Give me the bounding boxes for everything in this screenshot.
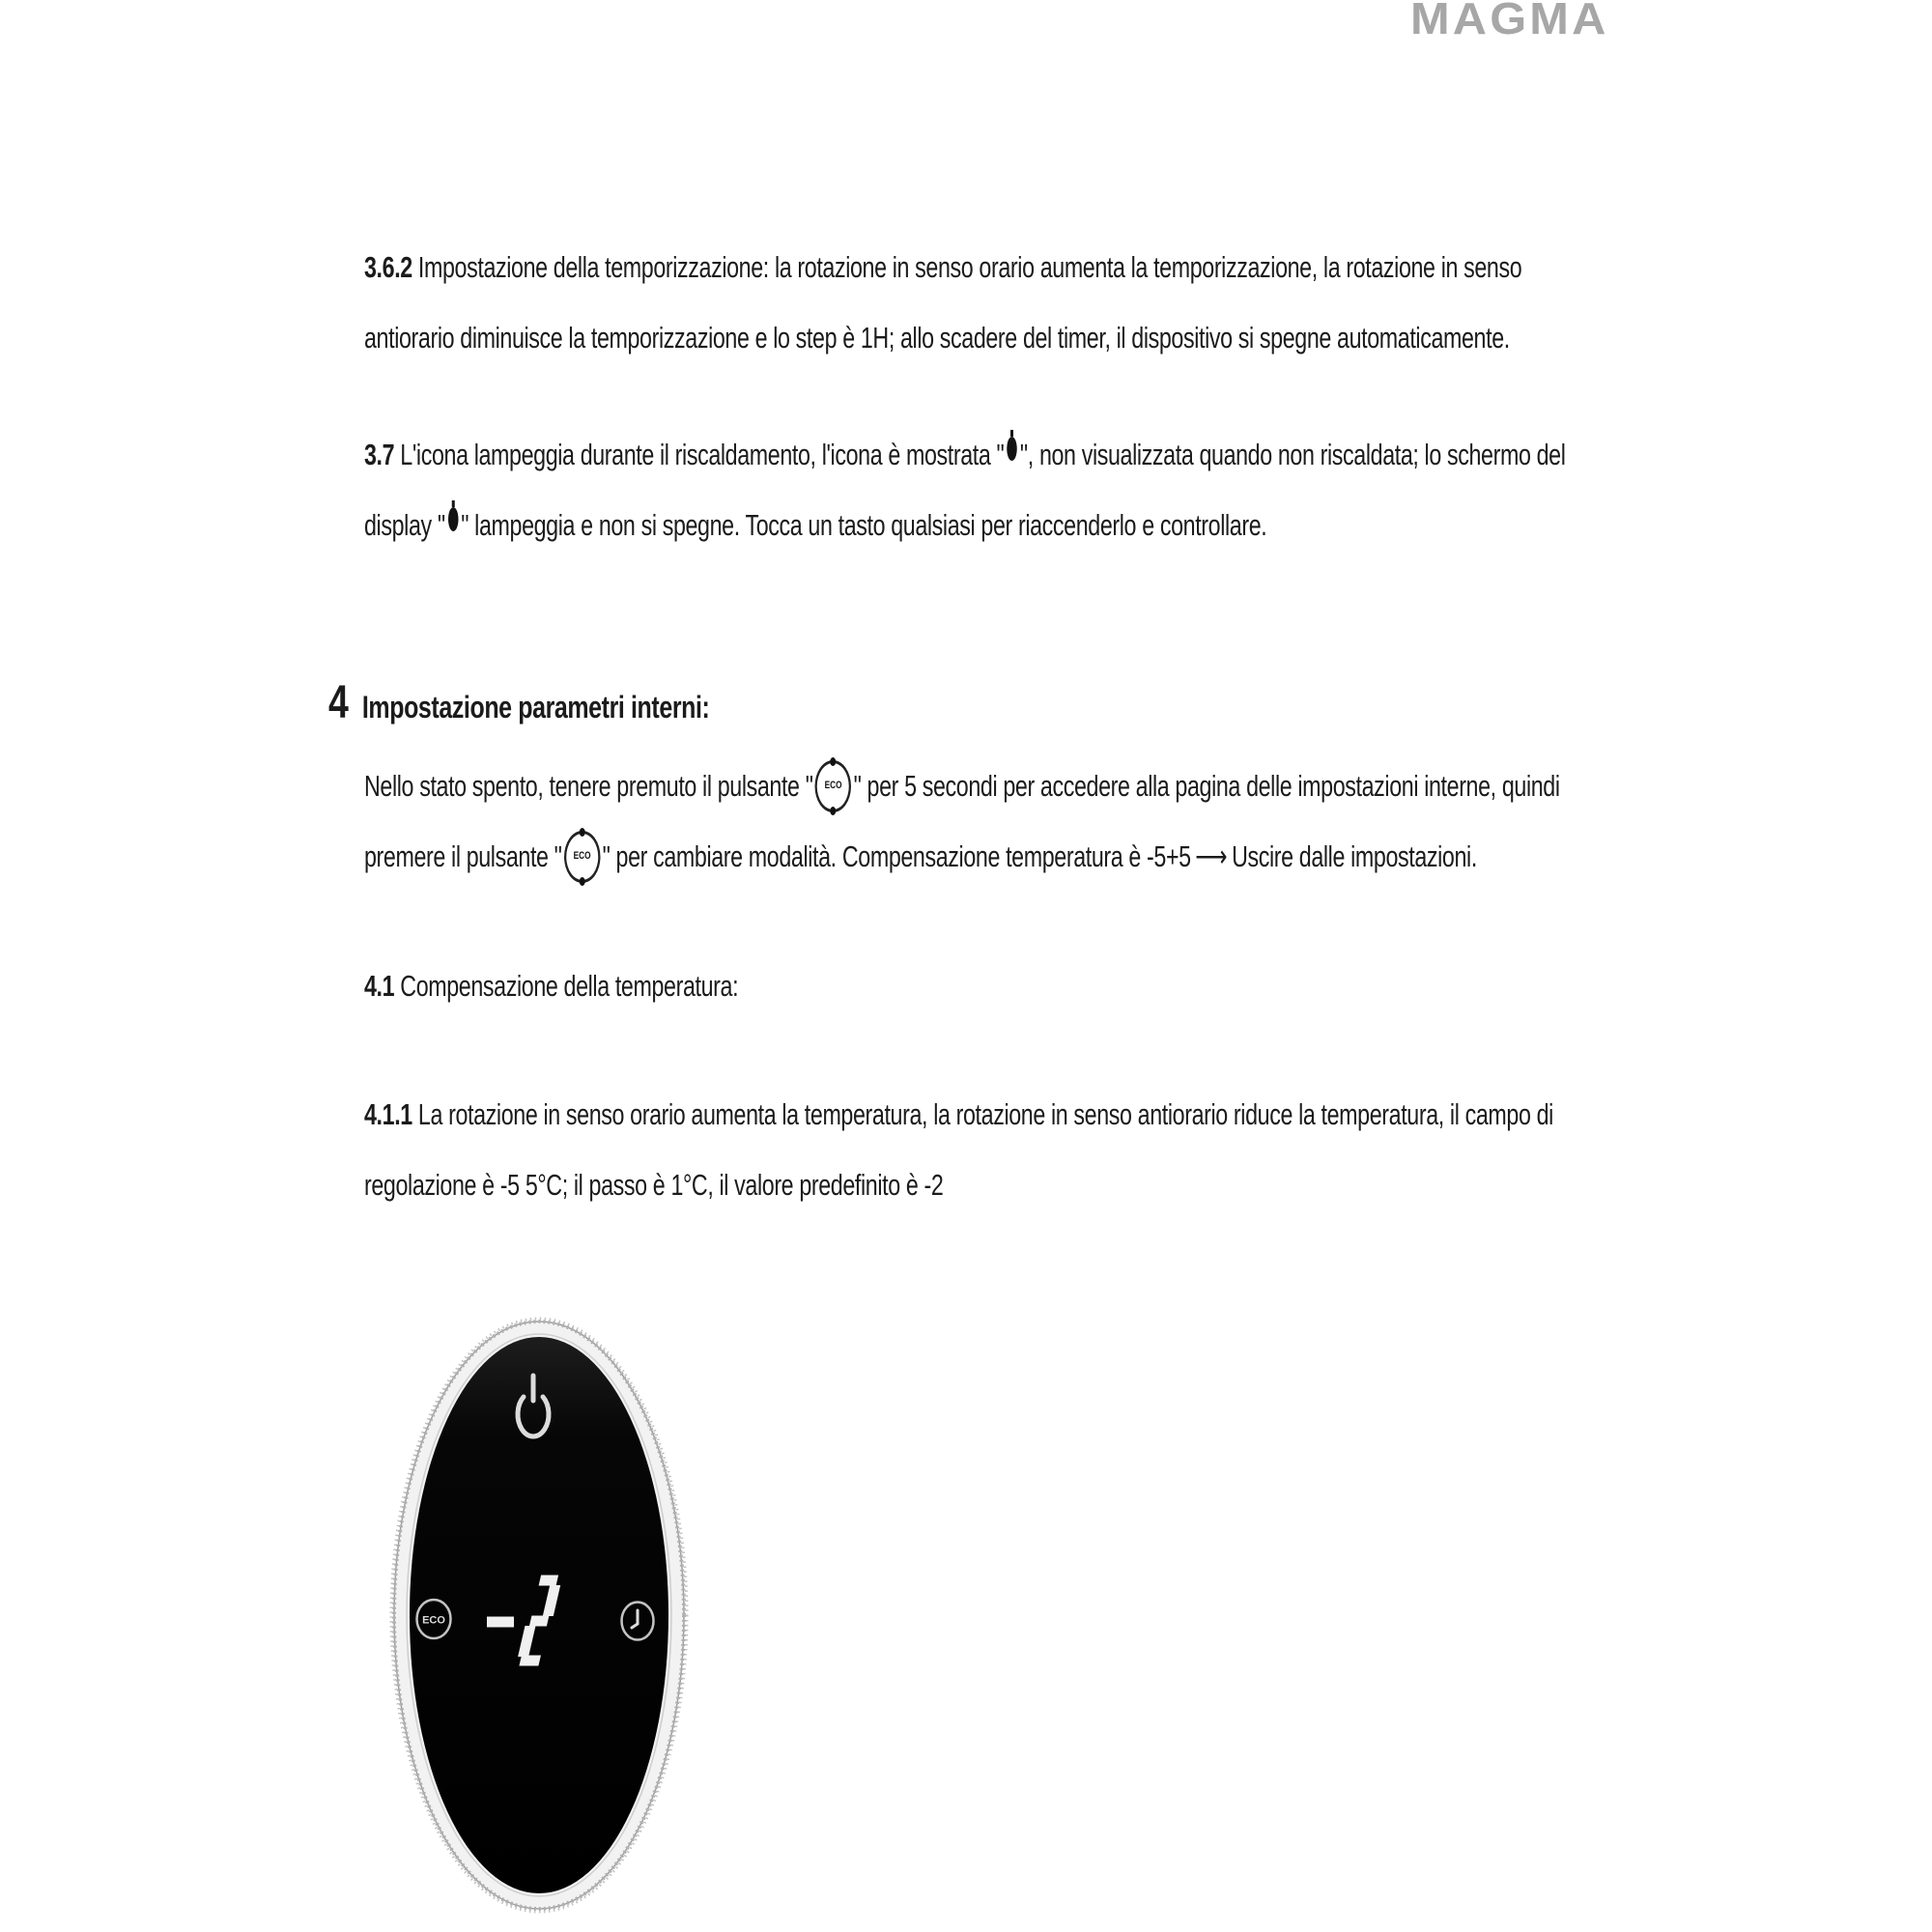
text-line: [364, 232, 1521, 302]
bold-number: 3.6.2: [364, 250, 412, 284]
text-line: [364, 1079, 1553, 1150]
eco-button-label: ECO: [422, 1614, 445, 1627]
section-3-7: [364, 419, 1566, 560]
section-3-6-2: [364, 232, 1521, 373]
text-line: [364, 490, 1566, 560]
paragraph-text: Compensazione della temperatura:: [394, 969, 739, 1003]
bold-number: 4.1: [364, 969, 395, 1003]
paragraph-text: " per cambiare modalità. Compensazione temperatura è -5+5: [602, 839, 1191, 873]
paragraph-text: antiorario diminuisce la temporizzazione e lo step è 1H; allo scadere del timer, il dispositivo si spegne automaticamente.: [364, 321, 1510, 355]
section-4-title: Impostazione parametri interni:: [361, 690, 710, 724]
section-4-heading: [328, 676, 709, 729]
paragraph-text: Impostazione della temporizzazione: la rotazione in senso orario aumenta la temporizzazione, la rotazione in senso: [412, 250, 1522, 284]
heating-icon: [448, 507, 459, 531]
device-face: [410, 1337, 668, 1893]
eco-inline-icon: ECO: [815, 760, 852, 812]
paragraph-text: Nello stato spento, tenere premuto il pulsante ": [364, 769, 813, 803]
paragraph-text: ", non visualizzata quando non riscaldata; lo schermo del: [1019, 438, 1566, 471]
text-line: [364, 951, 738, 1021]
paragraph-text: regolazione è -5 5°C; il passo è 1°C, il valore predefinito è -2: [364, 1168, 944, 1202]
control-panel-illustration: [384, 1306, 698, 1932]
section-4-1: [364, 951, 738, 1021]
paragraph-text: " per 5 secondi per accedere alla pagina delle impostazioni interne, quindi: [853, 769, 1560, 803]
text-line: [364, 821, 1560, 892]
section-4-1-1: [364, 1079, 1553, 1220]
text-line: [364, 302, 1521, 373]
bold-number: 4.1.1: [364, 1097, 412, 1131]
paragraph-text: " lampeggia e non si spegne. Tocca un tasto qualsiasi per riaccenderlo e controllare.: [461, 508, 1267, 542]
bold-number: 3.7: [364, 438, 395, 471]
right-arrow-icon: ⟶: [1195, 839, 1228, 873]
brand-logo: MAGMA: [1410, 0, 1609, 43]
paragraph-text: premere il pulsante ": [364, 839, 562, 873]
section-4-number: 4: [328, 677, 349, 728]
paragraph-text: Uscire dalle impostazioni.: [1232, 839, 1477, 873]
text-line: [364, 419, 1566, 490]
text-line: [364, 751, 1560, 821]
heating-icon: [1007, 437, 1017, 461]
text-line: [364, 1150, 1553, 1220]
paragraph-text: La rotazione in senso orario aumenta la temperatura, la rotazione in senso antiorario riduce la temperatura, il campo di: [412, 1097, 1553, 1131]
eco-inline-icon: ECO: [564, 831, 601, 883]
paragraph-text: display ": [364, 508, 445, 542]
section-4-intro: [364, 751, 1560, 892]
paragraph-text: L'icona lampeggia durante il riscaldamento, l'icona è mostrata ": [394, 438, 1005, 471]
